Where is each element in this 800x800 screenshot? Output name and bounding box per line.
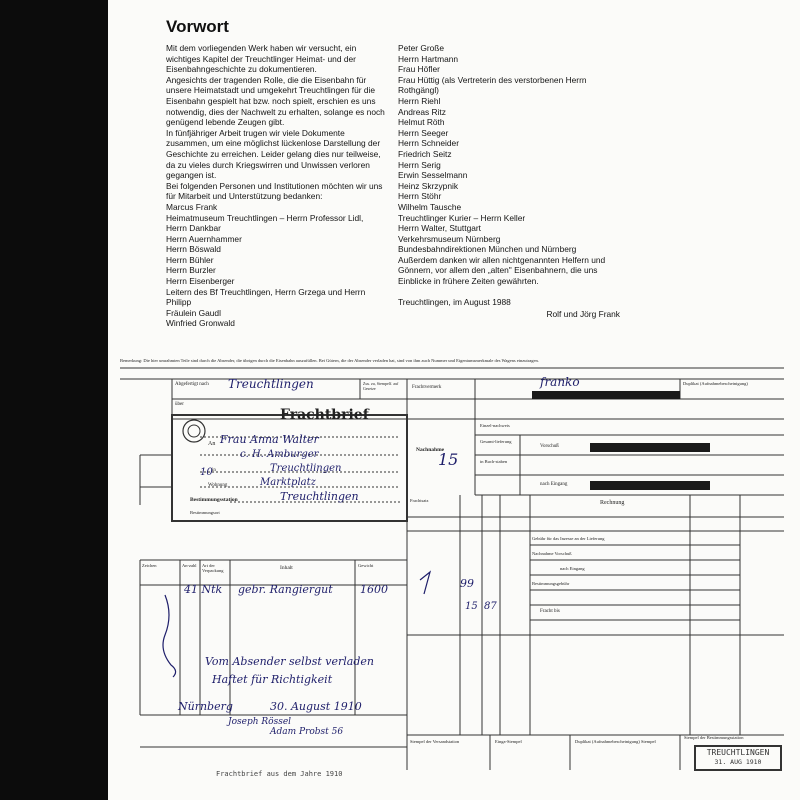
thanks-entry: Herrn Hartmann: [398, 53, 459, 64]
handwritten-count: 10: [200, 467, 213, 478]
thanks-entry: Heinz Skrzypnik: [398, 180, 459, 191]
station-stamp: [694, 745, 782, 771]
thanks-entry: Bundesbahndirektionen München und Nürnberg: [398, 244, 577, 255]
thanks-entry: Herrn Eisenberger: [166, 276, 235, 287]
label-gesamtlieferung: Gesamt-lieferung: [480, 439, 512, 444]
handwritten-street: Marktplatz: [260, 477, 316, 488]
thanks-entry: Herrn Stöhr: [398, 191, 442, 202]
handwritten-station: Treuchtlingen: [280, 490, 359, 503]
thanks-entry: Fräulein Gaudl: [166, 307, 221, 318]
thanks-entry: Herrn Serig: [398, 159, 441, 170]
label-an: An: [208, 441, 216, 447]
label-gebuehr: Gebühr für das Inzesse an der Lieferung: [532, 536, 605, 541]
page-title: Vorwort: [166, 17, 229, 36]
handwritten-recipient-3: Treuchtlingen: [270, 463, 342, 474]
frachtbrief-document: [120, 355, 784, 770]
thanks-entry: Herrn Böswald: [166, 244, 221, 255]
paragraph: Bei folgenden Personen und Institutionen möchten wir uns für Mitarbeit und Unterstützung bedanken:: [166, 180, 383, 202]
thanks-entry: Herrn Riehl: [398, 95, 441, 106]
thanks-entry: Heimatmuseum Treuchtlingen – Herrn Professor Lidl,: [166, 212, 364, 223]
handwritten-weight: 1600: [360, 583, 388, 596]
thanks-entry: Herrn Walter, Stuttgart: [398, 223, 482, 234]
label-zeichen: Zeichen: [142, 563, 157, 568]
label-in: in: [212, 468, 216, 473]
label-frachtsatz: Frachtsatz: [410, 498, 429, 503]
handwritten-goods-2: gebr. Rangiergut: [238, 583, 333, 596]
label-inhalt: Inhalt: [280, 565, 293, 571]
label-stempel-1: Stempel der Versandstation: [410, 739, 460, 744]
label-nachnahme: Nachnahme: [416, 447, 445, 453]
label-nach-eingang: nach Eingang: [560, 566, 585, 571]
label-stempel-2: Stempel der Bestimmungsstation: [684, 735, 744, 740]
thanks-entry: Marcus Frank: [166, 201, 218, 212]
label-einzeln: Einzel-nachweis: [480, 423, 510, 428]
handwritten-num-99: 99: [460, 577, 474, 590]
thanks-entry: Herrn Schneider: [398, 138, 459, 149]
handwritten-num-87: 87: [484, 601, 497, 612]
right-column: [398, 43, 620, 320]
book-page: [108, 0, 800, 800]
handwritten-recipient-2: c. H. Amburger: [240, 449, 319, 460]
handwritten-note-1: Vom Absender selbst verladen: [205, 655, 374, 668]
thanks-entry: Herrn Burzler: [166, 265, 216, 276]
thanks-entry: Herrn Auernhammer: [166, 233, 242, 244]
thanks-entry: Treuchtlinger Kurier – Herrn Keller: [398, 212, 526, 223]
thanks-entry: Peter Große: [398, 43, 445, 53]
handwritten-recipient-1: Frau Anna Walter: [220, 433, 319, 446]
form-top-note: Bemerkung: Die hier umrahmten Teile sind durch die Absender, die übrigen durch die Eisenbahn auszufüllen. Bei Gütern, die der Absender verladen hat, sind von ihm auch Nummer und Eigentumsmerkmale des Wagens einzutragen.: [120, 358, 539, 363]
thanks-entry: Verkehrsmuseum Nürnberg: [398, 233, 501, 244]
label-buchstaben: in Buch-staben: [480, 459, 508, 464]
label-bestimmungsgebuehr: Bestimmungsgebühr: [532, 581, 570, 586]
paragraph: In fünfjähriger Arbeit trugen wir viele Dokumente zusammen, um eine möglichst lückenlose Darstellung der Geschichte zu erreichen. Leider gelang dies nur teilweise, da zu vieles durch Kriegswirren und Unwissen verloren gegangen ist.: [166, 127, 381, 181]
signature: Rolf und Jörg Frank: [546, 309, 620, 320]
label-eingang: nach Eingang: [540, 482, 568, 487]
thanks-entry: Leitern des Bf Treuchtlingen, Herrn Grzega und Herrn Philipp: [166, 286, 366, 308]
label-abgefertigt: Abgefertigt nach: [175, 382, 209, 387]
left-column: [166, 43, 386, 329]
label-duplikat: Duplikat (Aufnahmebescheinigung): [683, 381, 748, 386]
label-fracht: Fracht bis: [540, 609, 560, 614]
image-caption: Frachtbrief aus dem Jahre 1910: [216, 770, 343, 778]
closing-place-date: Treuchtlingen, im August 1988: [398, 296, 511, 307]
label-stempel-3: Einga-Stempel: [495, 739, 522, 744]
handwritten-frachtvermerk: franko: [540, 375, 580, 389]
label-bestimmungsstation: Bestimmungsstation: [190, 497, 238, 503]
label-ueber: über: [175, 402, 184, 407]
thanks-entry: Winfried Gronwald: [166, 318, 235, 329]
thanks-entry: Andreas Ritz: [398, 106, 446, 117]
paragraph: Mit dem vorliegenden Werk haben wir versucht, ein wichtiges Kapitel der Treuchtlinger Heimat- und der Eisenbahngeschichte zu dokumentieren.: [166, 43, 357, 75]
paragraph: Angesichts der tragenden Rolle, die die Eisenbahn für unsere Heimatstadt und umgekehrt Treuchtlingen für die Eisenbahn gespielt hat bzw. noch spielt, erschien es uns notwendig, dies der Nachwelt zu erhalten, solange es noch genügend lebende Zeugen gibt.: [166, 74, 385, 128]
handwritten-place: Nürnberg: [178, 700, 233, 713]
label-anzahl: An-zahl: [182, 563, 197, 568]
thanks-entry: Herrn Seeger: [398, 127, 449, 138]
label-gewicht: Gewicht: [358, 563, 374, 568]
handwritten-note-2: Haftet für Richtigkeit: [212, 673, 333, 686]
thanks-entry: Außerdem danken wir allen nichtgenannten Helfern und Gönnern, vor allem den „alten" Eisenbahnern, die uns Einblicke in frühere Zeiten gewährten.: [398, 254, 606, 287]
thanks-entry: Herrn Dankbar: [166, 223, 221, 234]
thanks-entry: Frau Höfler: [398, 64, 440, 75]
seal-icon: [183, 420, 205, 442]
label-stempel-4: Duplikat (Aufnahmebescheinigung) Stempel: [575, 739, 656, 744]
handwritten-num-15b: 15: [465, 601, 478, 612]
label-bestimmungsort: Bestimmungsort: [190, 510, 220, 515]
book-binding: [0, 0, 108, 800]
label-nachnahme-vorschuss: Nachnahme Vorschuß: [532, 551, 572, 556]
thanks-entry: Erwin Sesselmann: [398, 170, 468, 181]
thanks-entry: Herrn Bühler: [166, 254, 214, 265]
handwritten-goods-1: 41 Ntk: [184, 583, 223, 596]
stamp-station-name: TREUCHTLINGEN: [706, 748, 770, 757]
label-wohnung: Wohnung: [208, 483, 228, 488]
handwritten-date: 30. August 1910: [270, 700, 362, 713]
thanks-entry: Helmut Röth: [398, 117, 445, 128]
label-zusatz: Zus. zu, Stempelf. auf Gesetze: [363, 381, 399, 391]
label-vorschuss: Vorschuß: [540, 444, 559, 449]
signature-row: [398, 307, 620, 320]
label-verpackung: Art der Verpackung: [202, 563, 224, 573]
handwritten-sender-1: Joseph Rössel: [228, 717, 292, 727]
frachtbrief-title: Frachtbrief: [280, 407, 369, 423]
label-frachtvermerk: Frachtvermerk: [412, 385, 442, 390]
thanks-entry: Frau Hüttig (als Vertreterin des verstorbenen Herrn Rothgängl): [398, 74, 587, 96]
thanks-entry: Wilhelm Tausche: [398, 201, 462, 212]
stamp-date: 31. AUG 1910: [714, 758, 762, 766]
thanks-entry: Friedrich Seitz: [398, 148, 452, 159]
handwritten-num-15: 15: [438, 450, 459, 469]
label-rechnung: Rechnung: [600, 500, 625, 506]
handwritten-destination: Treuchtlingen: [228, 377, 314, 391]
handwritten-sender-2: Adam Probst 56: [270, 727, 344, 737]
